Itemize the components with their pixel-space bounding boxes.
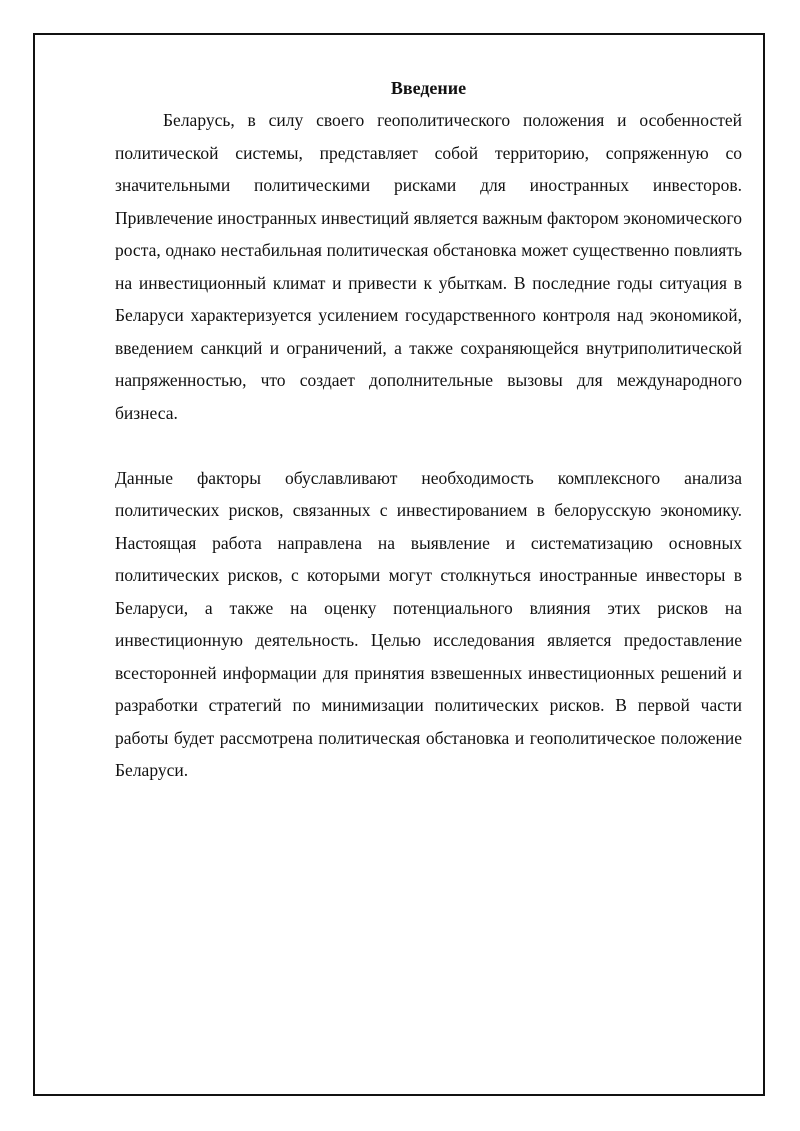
paragraph-2: Данные факторы обуславливают необходимость комплексного анализа политических рисков, связанных с инвестированием в белорусскую экономику. Настоящая работа направлена на выявление и систематизацию основных политических рисков, с которыми могут столкнуться иностранные инвесторы в Беларуси, а также на оценку потенциального влияния этих рисков на инвестиционную деятельность. Целью исследования является предоставление всесторонней информации для принятия взвешенных инвестиционных решений и разработки стратегий по минимизации политических рисков. В первой части работы будет рассмотрена политическая обстановка и геополитическое положение Беларуси. xyxy=(115,467,742,780)
document-body xyxy=(115,76,742,787)
paragraph-1-text: Беларусь, в силу своего геополитического положения и особенностей политической системы, представляет собой территорию, сопряженную со значительными политическими рисками для иностранных инвесторов. Привлечение иностранных инвестиций является важным фактором экономического роста, однако нестабильная политическая обстановка может существенно повлиять на инвестиционный климат и привести к убыткам. В последние годы ситуация в Беларуси характеризуется усилением государственного контроля над экономикой, введением санкций и ограничений, а также сохраняющейся внутриполитической напряженностью, что создает дополнительные вызовы для международного бизнеса. xyxy=(115,110,742,423)
paragraph-1 xyxy=(115,104,742,462)
document-title: Введение xyxy=(390,78,467,98)
